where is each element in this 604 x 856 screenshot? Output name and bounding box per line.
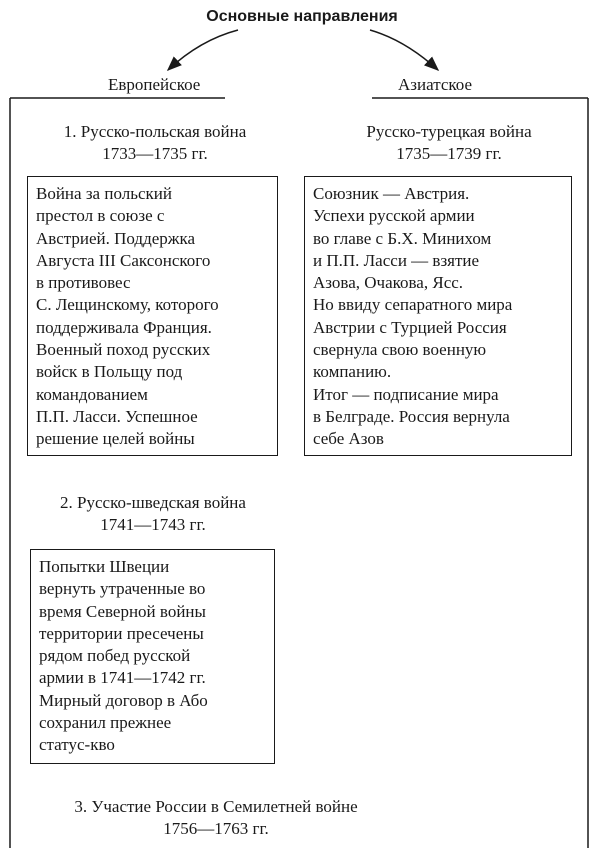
- asian-war-heading: [320, 121, 578, 165]
- arrow-to-european: [168, 30, 238, 70]
- asian-war-years: 1735—1739 гг.: [396, 144, 502, 163]
- war-1-line: решение целей войны: [36, 429, 195, 449]
- war-1-line: Война за польский: [36, 184, 172, 203]
- arrow-to-asian: [370, 30, 438, 70]
- war-2-line: территории пресечены: [39, 623, 204, 643]
- war-1-line: престол в союзе с: [36, 206, 165, 226]
- war-2-line: Мирный договор в Або: [39, 690, 208, 710]
- war-1-description-box: [27, 176, 278, 456]
- asian-war-line: Но ввиду сепаратного мира: [313, 295, 513, 315]
- asian-war-line: компанию.: [313, 362, 392, 382]
- war-1-line: в противовес: [36, 273, 131, 293]
- war-3-heading: [26, 796, 406, 840]
- war-2-years: 1741—1743 гг.: [100, 515, 206, 534]
- war-3-title: 3. Участие России в Семилетней войне: [74, 797, 358, 816]
- war-2-line: Попытки Швеции: [39, 557, 170, 576]
- asian-war-description-box: [304, 176, 572, 456]
- european-branch-label: Европейское: [108, 75, 201, 94]
- asian-war-line: Австрии с Турцией Россия: [313, 317, 507, 337]
- war-1-line: командованием: [36, 384, 148, 404]
- war-2-line: вернуть утраченные во: [39, 579, 206, 599]
- war-1-line: Августа III Саксонского: [36, 250, 211, 270]
- asian-war-title: Русско-турецкая война: [366, 122, 532, 141]
- war-2-line: армии в 1741—1742 гг.: [39, 668, 206, 688]
- asian-war-line: и П.П. Ласси — взятие: [313, 250, 480, 270]
- war-1-title: 1. Русско-польская война: [63, 122, 247, 141]
- war-1-line: Австрией. Поддержка: [36, 228, 196, 248]
- war-3-years: 1756—1763 гг.: [163, 819, 269, 838]
- asian-war-line: себе Азов: [313, 429, 384, 449]
- asian-branch-label: Азиатское: [398, 75, 473, 94]
- war-1-line: войск в Польщу под: [36, 362, 183, 382]
- diagram-title: Основные направления: [206, 8, 398, 25]
- war-2-line: статус-кво: [39, 735, 115, 755]
- war-2-line: рядом побед русской: [39, 646, 191, 666]
- war-1-years: 1733—1735 гг.: [102, 144, 208, 163]
- war-1-line: С. Лещинскому, которого: [36, 295, 219, 315]
- war-1-line: поддерживала Франция.: [36, 317, 212, 337]
- war-2-heading: [28, 492, 278, 536]
- war-1-line: П.П. Ласси. Успешное: [36, 406, 198, 426]
- asian-war-line: Итог — подписание мира: [313, 384, 499, 404]
- asian-war-line: во главе с Б.Х. Минихом: [313, 228, 492, 248]
- war-2-title: 2. Русско-шведская война: [60, 493, 246, 512]
- war-1-line: Военный поход русских: [36, 340, 211, 360]
- asian-war-line: в Белграде. Россия вернула: [313, 406, 510, 426]
- war-2-line: сохранил прежнее: [39, 713, 172, 733]
- asian-war-line: Азова, Очакова, Ясс.: [313, 273, 464, 293]
- asian-war-line: Союзник — Австрия.: [313, 184, 470, 203]
- asian-war-line: Успехи русской армии: [313, 206, 475, 226]
- war-2-line: время Северной войны: [39, 601, 206, 621]
- war-2-description-box: [30, 549, 275, 764]
- asian-war-line: свернула свою военную: [313, 340, 487, 360]
- war-1-heading: [30, 121, 280, 165]
